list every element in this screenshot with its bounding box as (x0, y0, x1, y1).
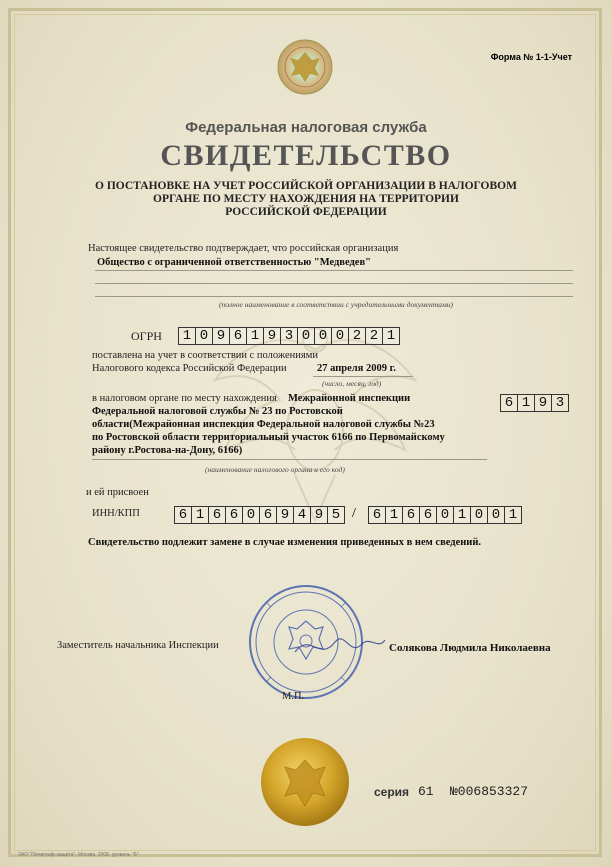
inn-kpp-separator: / (352, 506, 356, 521)
digit-cell: 6 (259, 506, 276, 524)
digit-cell: 1 (191, 506, 208, 524)
digit-cell: 6 (174, 506, 191, 524)
agency-name: Федеральная налоговая служба (185, 119, 427, 136)
inn-kpp-label: ИНН/КПП (92, 508, 140, 519)
registered-text-line: поставлена на учет в соответствии с положениями (92, 350, 318, 361)
ogrn-label: ОГРН (131, 329, 162, 343)
digit-cell: 9 (263, 327, 280, 345)
digit-cell: 3 (551, 394, 569, 412)
stamp-place-mark: М.П. (282, 691, 305, 702)
printer-footer: ЗАО "Полиграф-защита", Москва, 2008, уровень "Б" (18, 852, 139, 858)
digit-cell: 1 (517, 394, 534, 412)
authority-line: по Ростовской области территориальный участок 6166 по Первомайскому (92, 432, 445, 443)
inn-digits (174, 506, 345, 524)
digit-cell: 6 (368, 506, 385, 524)
registration-date: 27 апреля 2009 г. (317, 363, 396, 374)
digit-cell: 1 (382, 327, 400, 345)
ogrn-digits (178, 327, 400, 345)
digit-cell: 6 (225, 506, 242, 524)
digit-cell: 0 (195, 327, 212, 345)
digit-cell: 1 (504, 506, 522, 524)
hologram-emblem-icon (276, 38, 334, 96)
divider-line (313, 376, 413, 377)
digit-cell: 6 (229, 327, 246, 345)
registered-text-line: Налогового кодекса Российской Федерации (92, 363, 287, 374)
signer-position: Заместитель начальника Инспекции (57, 640, 219, 651)
authority-code-digits (500, 394, 569, 412)
serial-number: №006853327 (450, 784, 529, 799)
digit-cell: 0 (242, 506, 259, 524)
authority-line: району г.Ростова-на-Дону, 6166) (92, 445, 243, 456)
digit-cell: 4 (293, 506, 310, 524)
digit-cell: 9 (212, 327, 229, 345)
digit-cell: 0 (331, 327, 348, 345)
digit-cell: 1 (246, 327, 263, 345)
digit-cell: 1 (453, 506, 470, 524)
form-number: Форма № 1-1-Учет (490, 52, 572, 62)
authority-hint: (наименование налогового органа и его код) (205, 465, 345, 474)
assigned-text: и ей присвоен (86, 487, 149, 498)
digit-cell: 9 (534, 394, 551, 412)
subtitle-line: РОССИЙСКОЙ ФЕДЕРАЦИИ (225, 206, 387, 218)
document-title: СВИДЕТЕЛЬСТВО (160, 139, 452, 172)
digit-cell: 0 (436, 506, 453, 524)
divider-line (95, 296, 573, 297)
series-value: 61 (418, 784, 434, 799)
gold-seal-icon (259, 736, 351, 828)
organization-name: Общество с ограниченной ответственностью "Медведев" (97, 257, 371, 268)
digit-cell: 9 (310, 506, 327, 524)
digit-cell: 1 (385, 506, 402, 524)
divider-line (95, 270, 573, 271)
digit-cell: 6 (402, 506, 419, 524)
digit-cell: 5 (327, 506, 345, 524)
digit-cell: 9 (276, 506, 293, 524)
date-hint: (число, месяц, год) (322, 379, 382, 388)
confirm-text: Настоящее свидетельство подтверждает, что российская организация (88, 243, 399, 254)
digit-cell: 0 (314, 327, 331, 345)
digit-cell: 6 (208, 506, 225, 524)
digit-cell: 3 (280, 327, 297, 345)
authority-line: области(Межрайонная инспекция Федеральной налоговой службы №23 (92, 419, 435, 430)
divider-line (92, 459, 487, 460)
signature-icon (290, 622, 390, 672)
signer-name: Солякова Людмила Николаевна (389, 642, 551, 654)
org-name-hint: (полное наименование в соответствии с учредительными документами) (219, 300, 453, 309)
subtitle-line: О ПОСТАНОВКЕ НА УЧЕТ РОССИЙСКОЙ ОРГАНИЗАЦИИ В НАЛОГОВОМ (95, 180, 517, 192)
digit-cell: 1 (178, 327, 195, 345)
authority-line: Федеральной налоговой службы № 23 по Ростовской (92, 406, 343, 417)
divider-line (95, 283, 573, 284)
series-label: серия (374, 785, 410, 799)
authority-line: Межрайонной инспекции (288, 393, 411, 404)
subtitle-line: ОРГАНЕ ПО МЕСТУ НАХОЖДЕНИЯ НА ТЕРРИТОРИИ (153, 193, 459, 205)
digit-cell: 0 (487, 506, 504, 524)
digit-cell: 6 (500, 394, 517, 412)
digit-cell: 2 (348, 327, 365, 345)
digit-cell: 0 (297, 327, 314, 345)
digit-cell: 6 (419, 506, 436, 524)
digit-cell: 0 (470, 506, 487, 524)
document-subtitle (0, 180, 612, 219)
authority-intro: в налоговом органе по месту нахождения (92, 393, 277, 404)
replacement-notice: Свидетельство подлежит замене в случае изменения приведенных в нем сведений. (88, 537, 482, 548)
kpp-digits (368, 506, 522, 524)
digit-cell: 2 (365, 327, 382, 345)
